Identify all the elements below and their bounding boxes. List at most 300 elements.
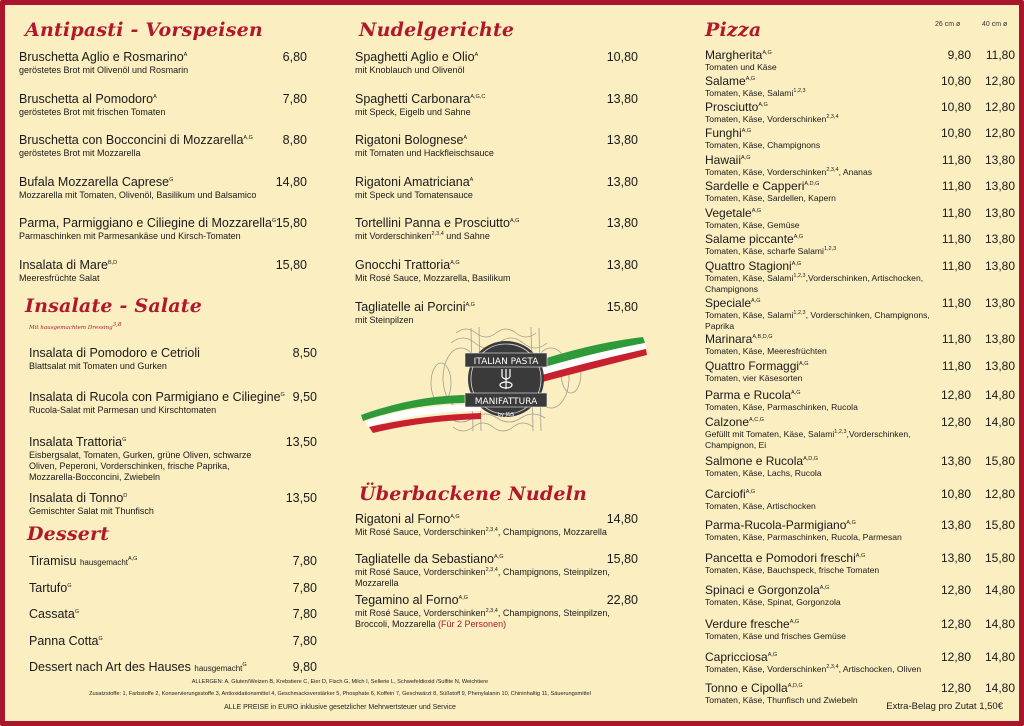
ueberbacken-title: Überbackene Nudeln [359, 483, 588, 505]
allergen-sup: A [474, 51, 479, 58]
allergen-sup: A,G [465, 301, 475, 308]
item-name: Bufala Mozzarella Caprese [19, 175, 170, 189]
item-name: Tiramisu [29, 554, 77, 568]
item-name: Capricciosa [705, 650, 768, 664]
allergen-sup: A,G [758, 102, 768, 108]
desc-text: , Champignons, Steinpilzen, Mozzarella [355, 567, 610, 588]
desc-text: ,Vorderschinken, Champignon, Ei [705, 429, 911, 450]
item-description: Mit Rosé Sauce, Mozzarella, Basilikum [355, 273, 511, 283]
allergen-sup: A,G [789, 619, 800, 625]
additive-sup: 1,2,3 [834, 429, 847, 436]
item-name: Tartufo [29, 581, 68, 595]
additive-sup: 1,2,3 [793, 273, 806, 280]
allergen-sup: A,C,G [749, 417, 765, 423]
dessert-title: Dessert [27, 523, 110, 545]
price-large: 13,80 [984, 296, 1015, 310]
price-large: 12,80 [984, 487, 1015, 501]
item-name: Spaghetti Aglio e Olio [355, 50, 475, 64]
price-small: 11,80 [941, 179, 971, 193]
item-price: 13,80 [606, 258, 638, 272]
menu-item [355, 593, 655, 630]
item-name: Rigatoni al Forno [355, 512, 451, 526]
serving-note: (Für 2 Personen) [438, 619, 507, 629]
pasta-logo [361, 323, 651, 435]
dressing-note-text: Mit hausgemachtem Dressing [29, 325, 113, 331]
item-name: Parma-Rucola-Parmigiano [705, 518, 847, 532]
item-description: Tomaten, Käse und frisches Gemüse [705, 631, 846, 641]
item-name: Pancetta e Pomodori freschi [705, 551, 856, 565]
item-name: Insalata di Mare [19, 258, 108, 272]
price-large: 12,80 [984, 100, 1015, 114]
menu-item [19, 92, 319, 118]
item-description [705, 167, 1024, 178]
item-description: mit Steinpilzen [355, 315, 414, 325]
allergen-sup: A,D,G [803, 456, 819, 462]
item-name: Verdure fresche [705, 617, 790, 631]
item-name: Quattro Formaggi [705, 359, 800, 373]
item-price: 9,80 [292, 660, 317, 674]
item-description: mit Knoblauch und Olivenöl [355, 65, 465, 75]
desc-text: und Sahne [443, 231, 490, 241]
price-small: 12,80 [940, 617, 971, 631]
item-description: Tomaten, Käse, Spinat, Gorgonzola [705, 597, 841, 607]
item-price: 6,80 [282, 50, 307, 64]
nudel-title: Nudelgerichte [359, 19, 515, 41]
menu-item [705, 126, 1024, 151]
menu-item [705, 332, 1024, 357]
desc-text: Tomaten, Käse, scharfe Salami [705, 246, 824, 256]
item-price: 13,80 [606, 175, 638, 189]
item-name: Funghi [705, 126, 742, 140]
item-description: Tomaten, Käse, Sardellen, Kapern [705, 193, 836, 203]
item-price: 7,80 [282, 92, 307, 106]
allergen-sup: D [123, 492, 128, 499]
allergen-sup: A,G [745, 489, 756, 495]
allergen-sup: G [169, 176, 174, 183]
desc-text: mit Vorderschinken [355, 231, 432, 241]
item-price: 15,80 [275, 258, 307, 272]
item-description [705, 664, 1024, 675]
desc-text: ,Vorderschinken, Artischocken, Champignons [705, 273, 924, 294]
item-description: geröstetes Brot mit frischen Tomaten [19, 107, 166, 117]
item-price: 15,80 [606, 552, 638, 566]
item-name: Sardelle e Capperi [705, 179, 805, 193]
item-description: Tomaten, Käse, Parmaschinken, Rucola, Parmesan [705, 532, 902, 542]
price-small: 12,80 [940, 388, 971, 402]
item-name: Tagliatelle da Sebastiano [355, 552, 494, 566]
allergen-sup: A,G [741, 128, 752, 134]
item-name: Margherita [705, 48, 763, 62]
item-description: Meeresfrüchte Salat [19, 273, 100, 283]
item-name: Tonno e Cipolla [705, 681, 788, 695]
item-price: 15,80 [606, 300, 638, 314]
item-description: Tomaten, Käse, Meeresfrüchten [705, 346, 827, 356]
item-price: 13,50 [285, 491, 317, 505]
allergen-sup: A,G,C [470, 93, 486, 100]
menu-item [705, 48, 1024, 73]
desc-text: mit Rosé Sauce, Vorderschinken [355, 567, 486, 577]
item-price: 14,80 [606, 512, 638, 526]
item-name: Rigatoni Amatriciana [355, 175, 470, 189]
menu-item [19, 50, 319, 76]
item-description: Tomaten, Käse, Gemüse [705, 220, 800, 230]
menu-item [29, 607, 319, 622]
menu-item [355, 216, 655, 242]
desc-text: Tomaten, Käse, Vorderschinken [705, 167, 827, 177]
item-name: Tegamino al Forno [355, 593, 459, 607]
additive-sup: 2,3,4 [485, 608, 498, 614]
item-description: Eisbergsalat, Tomaten, Gurken, grüne Oliven, schwarze Oliven, Peperoni, Vorderschinken, frische Paprika, Mozzarella-Bocconcini, Zwiebeln [29, 450, 252, 482]
price-large: 14,80 [984, 650, 1015, 664]
price-large: 13,80 [984, 259, 1015, 273]
menu-item [355, 50, 655, 76]
allergen-sup: A,G [127, 555, 138, 562]
additive-sup: 2,3,4 [826, 114, 839, 121]
menu-item [705, 518, 1024, 543]
menu-item [705, 179, 1024, 204]
insalate-title: Insalate - Salate [25, 295, 203, 317]
menu-item [29, 634, 319, 649]
additive-sup: 2,3,4 [826, 167, 839, 174]
menu-item [705, 153, 1024, 178]
allergen-sup: G [67, 582, 72, 589]
allergen-sup: A,G [458, 594, 469, 601]
menu-item [705, 74, 1024, 99]
menu-item [19, 133, 319, 159]
item-name: Quattro Stagioni [705, 259, 792, 273]
price-large: 13,80 [984, 179, 1015, 193]
price-large: 13,80 [984, 359, 1015, 373]
desc-text: , Champignons, Mozzarella [497, 527, 607, 537]
item-price: 13,80 [606, 92, 638, 106]
item-description [705, 88, 1024, 99]
desc-text: Mit Rosé Sauce, Vorderschinken [355, 527, 486, 537]
item-price: 7,80 [292, 607, 317, 621]
menu-item [705, 388, 1024, 413]
allergen-sup: A,B,D,G [752, 334, 773, 340]
allergen-sup: A [183, 51, 188, 58]
price-large: 14,80 [984, 583, 1015, 597]
desc-text: Tomaten, Käse, Vorderschinken [705, 664, 827, 674]
item-description: geröstetes Brot mit Mozzarella [19, 148, 141, 158]
allergen-sup: A,G [799, 361, 809, 367]
item-name: Dessert nach Art des Hauses [29, 660, 191, 674]
menu-item [705, 359, 1024, 384]
price-large: 14,80 [984, 681, 1015, 695]
menu-item [29, 390, 319, 416]
dressing-note [29, 322, 122, 331]
item-price: 8,80 [282, 133, 307, 147]
item-price: 14,80 [275, 175, 307, 189]
item-description [355, 608, 625, 630]
menu-item [705, 259, 1024, 294]
allergen-sup: A,G [793, 234, 804, 240]
item-description [355, 527, 655, 538]
menu-item [705, 454, 1024, 479]
item-description [705, 114, 1024, 125]
item-description: Tomaten und Käse [705, 62, 777, 72]
menu-item [355, 552, 655, 589]
allergen-sup: A,G [509, 217, 520, 224]
menu-item [355, 258, 655, 284]
allergen-sup: G [280, 391, 285, 398]
item-name: Cassata [29, 607, 75, 621]
item-description: Tomaten, Käse, Thunfisch und Zwiebeln [705, 695, 858, 705]
allergen-sup: G [98, 635, 103, 642]
price-large: 15,80 [984, 551, 1015, 565]
homemade-label: hausgemacht [79, 558, 128, 567]
desc-text: mit Rosé Sauce, Vorderschinken [355, 608, 486, 618]
menu-item [355, 92, 655, 118]
desc-text: Tomaten, Käse, Salami [705, 310, 794, 320]
item-description [705, 273, 975, 294]
antipasti-title: Antipasti - Vorspeisen [25, 19, 263, 41]
allergen-sup: G [242, 661, 247, 668]
item-description: Tomaten, Käse, Champignons [705, 140, 821, 150]
allergen-sup: A,D,G [804, 181, 820, 187]
allergen-sup: A,G [741, 155, 751, 161]
price-large: 13,80 [984, 153, 1015, 167]
price-small: 11,80 [941, 206, 971, 220]
item-description: mit Speck und Tomatensauce [355, 190, 473, 200]
allergen-sup: A,G [855, 553, 866, 559]
desc-text: Tomaten, Käse, Vorderschinken [705, 114, 827, 124]
price-small: 11,80 [941, 259, 971, 273]
price-large: 13,80 [984, 206, 1015, 220]
price-small: 11,80 [941, 232, 971, 246]
menu-item [19, 175, 319, 201]
item-description [355, 567, 625, 589]
item-price: 7,80 [292, 554, 317, 568]
additive-sup: 2,3,4 [485, 567, 498, 573]
item-name: Gnocchi Trattoria [355, 258, 451, 272]
price-small: 10,80 [940, 74, 971, 88]
item-name: Rigatoni Bolognese [355, 133, 464, 147]
price-small: 13,80 [940, 551, 971, 565]
item-name: Tortellini Panna e Prosciutto [355, 216, 510, 230]
item-name: Salmone e Rucola [705, 454, 804, 468]
price-small: 12,80 [940, 650, 971, 664]
menu-item [355, 175, 655, 201]
desc-text: Tomaten, Käse, Salami [705, 88, 794, 98]
item-name: Insalata di Tonno [29, 491, 124, 505]
menu-item [29, 660, 319, 676]
item-description: Rucola-Salat mit Parmesan und Kirschtomaten [29, 405, 217, 415]
item-description: mit Tomaten und Hackfleischsauce [355, 148, 494, 158]
item-description: Tomaten, Käse, Artischocken [705, 501, 816, 511]
item-description: Tomaten, Käse, Lachs, Rucola [705, 468, 822, 478]
item-name: Salame piccante [705, 232, 794, 246]
price-large: 12,80 [984, 74, 1015, 88]
menu-item [705, 650, 1024, 675]
price-large: 15,80 [984, 454, 1015, 468]
menu-item [705, 583, 1024, 608]
price-small: 10,80 [940, 100, 971, 114]
item-description: Blattsalat mit Tomaten und Gurken [29, 361, 167, 371]
price-info: ALLE PREISE in EURO inklusive gesetzlicher Mehrwertsteuer und Service [224, 704, 456, 711]
item-name: Parma, Parmiggiano e Ciliegine di Mozzarella [19, 216, 272, 230]
item-description: Parmaschinken mit Parmesankäse und Kirsch-Tomaten [19, 231, 241, 241]
item-name: Hawaii [705, 153, 742, 167]
item-name: Vegetale [705, 206, 752, 220]
item-price: 9,50 [292, 390, 317, 404]
price-small: 9,80 [947, 48, 971, 62]
item-description: Tomaten, Käse, Parmaschinken, Rucola [705, 402, 858, 412]
logo-text-2: MANIFATTURA [474, 397, 538, 407]
price-large: 14,80 [984, 617, 1015, 631]
menu-item [705, 296, 1024, 331]
item-name: Bruschetta con Bocconcini di Mozzarella [19, 133, 244, 147]
menu-item [705, 100, 1024, 125]
menu-item [705, 206, 1024, 231]
item-description: Tomaten, Käse, Bauchspeck, frische Tomaten [705, 565, 880, 575]
price-large: 13,80 [984, 232, 1015, 246]
price-large: 13,80 [984, 332, 1015, 346]
item-price: 7,80 [292, 634, 317, 648]
menu-item [355, 133, 655, 159]
price-small: 12,80 [940, 415, 971, 429]
item-price: 15,80 [275, 216, 307, 230]
price-small: 10,80 [940, 487, 971, 501]
allergen-sup: A [469, 176, 474, 183]
price-small: 12,80 [940, 583, 971, 597]
price-small: 12,80 [940, 681, 971, 695]
desc-text: Tomaten, Käse, Salami [705, 273, 794, 283]
item-name: Spinaci e Gorgonzola [705, 583, 820, 597]
item-price: 22,80 [606, 593, 638, 607]
allergen-sup: A,G [846, 520, 856, 526]
item-name: Insalata Trattoria [29, 435, 123, 449]
menu-item [705, 617, 1024, 642]
dressing-note-sup: 3,8 [112, 322, 122, 329]
price-small: 11,80 [941, 296, 971, 310]
price-small: 13,80 [940, 518, 971, 532]
allergen-sup: A [463, 134, 468, 141]
logo-text-3: by J&S [497, 412, 515, 418]
price-large: 14,80 [984, 415, 1015, 429]
allergen-sup: A,D,G [787, 683, 803, 689]
item-name: Salame [705, 74, 746, 88]
desc-text: , Champignons, Steinpilzen, Broccoli, Mozzarella [355, 608, 610, 629]
item-price: 7,80 [292, 581, 317, 595]
item-name: Tagliatelle ai Porcini [355, 300, 466, 314]
item-name: Carciofi [705, 487, 746, 501]
menu-item [29, 435, 319, 483]
item-description: Tomaten, vier Käsesorten [705, 373, 803, 383]
extra-topping-note: Extra-Belag pro Zutat 1,50€ [886, 701, 1003, 712]
item-name: Insalata di Rucola con Parmigiano e Ciliegine [29, 390, 281, 404]
allergen-sup: A,G [450, 259, 460, 266]
allergen-sup: A,G [494, 553, 504, 560]
item-name: Spaghetti Carbonara [355, 92, 471, 106]
additive-sup: 1,2,3 [823, 246, 837, 253]
price-small: 11,80 [941, 153, 971, 167]
logo-graphic [361, 323, 651, 435]
desc-text: Gefüllt mit Tomaten, Käse, Salami [705, 429, 835, 439]
item-name: Bruschetta Aglio e Rosmarino [19, 50, 184, 64]
price-large: 15,80 [984, 518, 1015, 532]
allergen-sup: A,G [751, 298, 761, 304]
allergen-sup: A,G [819, 585, 830, 591]
item-name: Parma e Rucola [705, 388, 792, 402]
price-small: 13,80 [940, 454, 971, 468]
additive-sup: 2,3,4 [485, 527, 498, 533]
price-large: 12,80 [984, 126, 1015, 140]
item-name: Insalata di Pomodoro e Cetrioli [29, 346, 200, 360]
price-large: 11,80 [985, 48, 1015, 62]
pizza-title: Pizza [705, 19, 762, 41]
item-description: mit Speck, Eigelb und Sahne [355, 107, 471, 117]
allergen-sup: A,G [745, 76, 756, 82]
price-small: 11,80 [941, 359, 971, 373]
menu-item [355, 512, 655, 538]
item-price: 13,80 [606, 216, 638, 230]
logo-text-1: ITALIAN PASTA [473, 357, 539, 367]
allergen-sup: A,G [791, 390, 801, 396]
price-small: 11,80 [941, 332, 971, 346]
menu-item [705, 551, 1024, 576]
homemade-label: hausgemacht [194, 664, 243, 673]
additive-sup: 1,2,3 [793, 88, 806, 95]
item-name: Panna Cotta [29, 634, 99, 648]
allergen-sup: A,G [751, 208, 762, 214]
item-description [705, 246, 1024, 257]
allergen-sup: A,G [791, 261, 802, 267]
menu-item [29, 346, 319, 372]
desc-text: , Vorderschinken, Champignons, Paprika [705, 310, 930, 331]
item-description: Gemischter Salat mit Thunfisch [29, 506, 154, 516]
allergen-sup: B,D [107, 259, 118, 266]
price-small: 10,80 [940, 126, 971, 140]
menu-item [29, 491, 319, 517]
size-small-label: 26 cm ø [935, 21, 961, 28]
menu-item [29, 581, 319, 596]
item-price: 13,80 [606, 133, 638, 147]
menu-item [705, 415, 1024, 450]
item-description [705, 310, 937, 331]
additive-legend: Zusatzstoffe: 1, Farbstoffe 2, Konservierungsstoffe 3, Antioxidationsmittel 4, Geschmacksverstärker 5, Phosphate 6, Koffein 7, Geschwärzt 8, Süßstoff 9, Phenylalanin 10, Chininhaltig 11, Säuerungsmittel [89, 691, 591, 697]
item-name: Bruschetta al Pomodoro [19, 92, 154, 106]
additive-sup: 1,2,3 [793, 310, 806, 317]
menu-item [19, 216, 319, 242]
additive-sup: 2,3,4 [431, 231, 444, 237]
allergen-sup: A,G [762, 50, 772, 56]
allergen-sup: A,G [767, 652, 778, 658]
item-description: geröstetes Brot mit Olivenöl und Rosmarin [19, 65, 189, 75]
size-large-label: 40 cm ø [982, 21, 1008, 28]
item-name: Prosciutto [705, 100, 759, 114]
item-name: Speciale [705, 296, 752, 310]
item-description [355, 231, 655, 242]
menu-item [705, 232, 1024, 257]
item-price: 10,80 [606, 50, 638, 64]
item-name: Calzone [705, 415, 750, 429]
item-name: Marinara [705, 332, 753, 346]
allergen-sup: A,G [450, 513, 460, 520]
price-large: 14,80 [984, 388, 1015, 402]
additive-sup: 2,3,4 [826, 664, 839, 671]
desc-text: , Artischocken, Oliven [838, 664, 922, 674]
menu-item [705, 487, 1024, 512]
menu-item [29, 554, 319, 570]
allergen-legend: ALLERGEN: A, Gluten/Weizen B, Krebstiere C, Eier D, Fisch G, Milch I, Sellerie L, Schwefeldioxid /Sulfite N, Weichtiere [191, 679, 489, 685]
item-price: 13,50 [285, 435, 317, 449]
allergen-sup: G [74, 608, 80, 615]
menu-item [19, 258, 319, 284]
allergen-sup: A,G [243, 134, 253, 141]
desc-text: , Ananas [838, 167, 873, 177]
item-description: Mozzarella mit Tomaten, Olivenöl, Basilikum und Balsamico [19, 190, 257, 200]
